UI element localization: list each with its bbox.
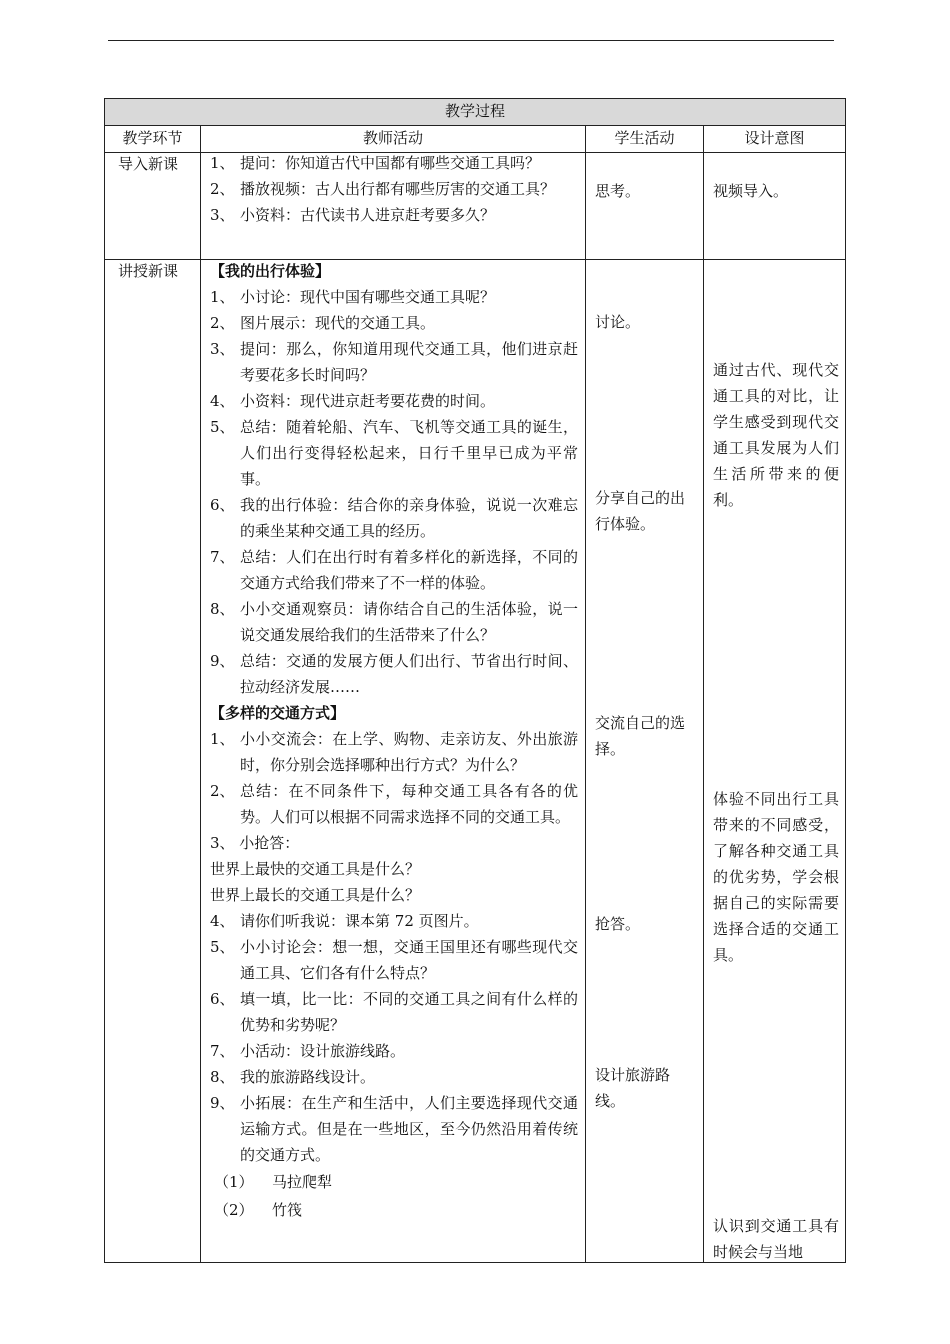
- student-activity-exchange: 交流自己的选择。: [595, 714, 686, 758]
- sub-item: （2） 竹筏: [214, 1201, 303, 1219]
- table-col-divider-2: [585, 125, 586, 1263]
- table-border-top: [104, 98, 846, 99]
- list-item: 6、 填一填，比一比：不同的交通工具之间有什么样的优势和劣势呢？: [210, 990, 578, 1034]
- quiz-question: 世界上最快的交通工具是什么？: [210, 860, 421, 878]
- table-col-divider-3: [703, 125, 704, 1263]
- list-item: 8、 小小交通观察员：请你结合自己的生活体验，说一说交通发展给我们的生活带来了什么？: [210, 600, 578, 644]
- header-rule: [108, 40, 834, 41]
- list-item: 8、 我的旅游路线设计。: [210, 1068, 376, 1086]
- lecture-teacher-activities: [210, 258, 578, 1224]
- list-item: 1、 提问：你知道古代中国都有哪些交通工具吗？: [210, 154, 541, 172]
- header-stage: 教学环节: [122, 129, 183, 147]
- list-item: 2、 播放视频：古人出行都有哪些厉害的交通工具？: [210, 180, 556, 198]
- header-design-intent: 设计意图: [744, 129, 805, 147]
- student-activity-discuss: 讨论。: [595, 313, 641, 331]
- list-item: 1、 小小交流会：在上学、购物、走亲访友、外出旅游时，你分别会选择哪种出行方式？为什么？: [210, 730, 578, 774]
- list-item: 3、 提问：那么，你知道用现代交通工具，他们进京赶考要花多长时间吗？: [210, 340, 578, 384]
- part-title-diverse-transport: 【多样的交通方式】: [210, 704, 346, 722]
- intro-student-activity: 思考。: [595, 182, 641, 200]
- student-activity-share: 分享自己的出行体验。: [595, 489, 686, 533]
- list-item: 5、 总结：随着轮船、汽车、飞机等交通工具的诞生，人们出行变得轻松起来，日行千里早已成为平常事。: [210, 418, 578, 488]
- part-title-travel-experience: 【我的出行体验】: [210, 262, 331, 280]
- quiz-question: 世界上最长的交通工具是什么？: [210, 886, 421, 904]
- table-border-right: [845, 98, 846, 1263]
- quiz-label: 3、 小抢答：: [210, 834, 300, 852]
- design-intent-experience: 体验不同出行工具带来的不同感受，了解各种交通工具的优劣势，学会根据自己的实际需要选择合适的交通工具。: [713, 790, 839, 964]
- sub-item: （1） 马拉爬犁: [214, 1173, 333, 1191]
- list-item: 2、 总结：在不同条件下，每种交通工具各有各的优势。人们可以根据不同需求选择不同的交通工具。: [210, 782, 578, 826]
- list-item: 9、 总结：交通的发展方便人们出行、节省出行时间、拉动经济发展……: [210, 652, 578, 696]
- table-border-left: [104, 98, 105, 1263]
- list-item: 1、 小讨论：现代中国有哪些交通工具呢？: [210, 288, 496, 306]
- design-intent-local: 认识到交通工具有时候会与当地: [713, 1217, 839, 1261]
- list-item: 9、 小拓展：在生产和生活中，人们主要选择现代交通运输方式。但是在一些地区，至今仍然沿用着传统的交通方式。: [210, 1094, 578, 1164]
- list-item: 2、 图片展示：现代的交通工具。: [210, 314, 436, 332]
- list-item: 6、 我的出行体验：结合你的亲身体验，说说一次难忘的乘坐某种交通工具的经历。: [210, 496, 578, 540]
- header-teacher-activity: 教师活动: [362, 129, 423, 147]
- section-lecture: 讲授新课: [118, 262, 179, 280]
- intro-design-intent: 视频导入。: [713, 182, 789, 200]
- table-col-divider-1: [200, 125, 201, 1263]
- list-item: 7、 小活动：设计旅游线路。: [210, 1042, 406, 1060]
- student-activity-quiz: 抢答。: [595, 915, 641, 933]
- list-item: 4、 请你们听我说：课本第 72 页图片。: [210, 912, 479, 930]
- design-intent-comparison: 通过古代、现代交通工具的对比，让学生感受到现代交通工具发展为人们生活所带来的便利。: [713, 361, 839, 509]
- section-intro: 导入新课: [118, 155, 179, 173]
- student-activity-route: 设计旅游路线。: [595, 1066, 671, 1110]
- list-item: 7、 总结：人们在出行时有着多样化的新选择，不同的交通方式给我们带来了不一样的体验。: [210, 548, 578, 592]
- list-item: 3、 小资料：古代读书人进京赶考要多久？: [210, 206, 496, 224]
- header-student-activity: 学生活动: [614, 129, 675, 147]
- list-item: 4、 小资料：现代进京赶考要花费的时间。: [210, 392, 496, 410]
- table-title: 教学过程: [444, 102, 505, 120]
- list-item: 5、 小小讨论会：想一想，交通王国里还有哪些现代交通工具、它们各有什么特点？: [210, 938, 578, 982]
- intro-teacher-activities: [210, 150, 578, 228]
